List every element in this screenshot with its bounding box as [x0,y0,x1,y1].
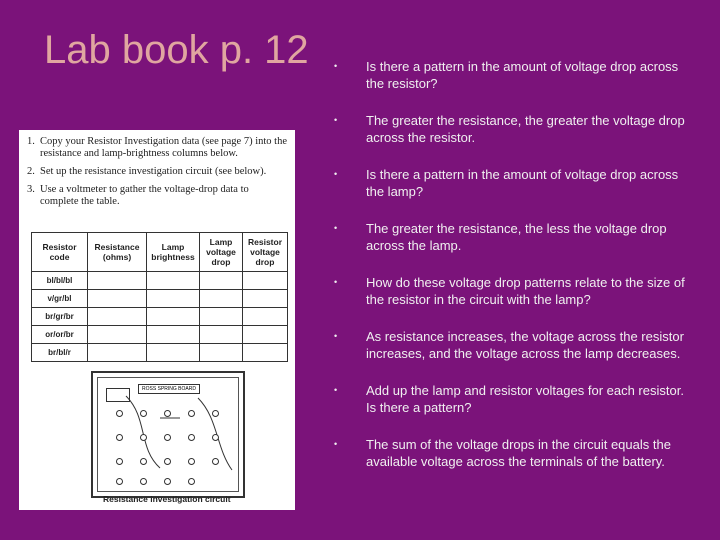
list-item [330,166,690,200]
spring-terminal [188,458,195,465]
column-header: Resistor code [32,233,88,272]
bullet-text: How do these voltage drop patterns relate to the size of the resistor in the circuit with the lamp? [366,275,685,307]
spring-terminal [188,434,195,441]
resistor-code: v/gr/bl [32,290,88,308]
circuit-caption: Resistance investigation circuit [103,494,231,504]
spring-terminal [212,410,219,417]
bullet-icon: • [334,331,338,341]
bullet-text: Is there a pattern in the amount of voltage drop across the lamp? [366,167,679,199]
bullet-text: The sum of the voltage drops in the circuit equals the available voltage across the terminals of the battery. [366,437,671,469]
spring-terminal [140,478,147,485]
bullet-icon: • [334,61,338,71]
spring-terminal [116,458,123,465]
step-number: 1. [27,136,35,147]
bullet-list [330,58,690,470]
bullet-text: The greater the resistance, the greater the voltage drop across the resistor. [366,113,685,145]
step-number: 3. [27,184,35,195]
column-header: Lamp brightness [147,233,200,272]
step-text: Use a voltmeter to gather the voltage-drop data to complete the table. [40,184,249,207]
bullet-text: Is there a pattern in the amount of voltage drop across the resistor? [366,59,679,91]
spring-terminal [188,410,195,417]
table-row [32,290,288,308]
list-item [330,274,690,308]
step-item [27,136,289,160]
bullet-text: Add up the lamp and resistor voltages for each resistor. Is there a pattern? [366,383,684,415]
step-number: 2. [27,166,35,177]
column-header: Resistance (ohms) [88,233,147,272]
bullet-icon: • [334,277,338,287]
spring-terminal [164,458,171,465]
step-item [27,166,289,178]
resistor-code: bl/bl/bl [32,272,88,290]
spring-terminal [140,434,147,441]
bullet-icon: • [334,385,338,395]
board-frame [97,377,239,492]
step-text: Set up the resistance investigation circuit (see below). [40,166,267,177]
spring-terminal [212,458,219,465]
list-item [330,112,690,146]
bullet-icon: • [334,439,338,449]
spring-terminal [164,410,171,417]
list-item [330,328,690,362]
table-row [32,326,288,344]
bullet-icon: • [334,169,338,179]
table-row [32,344,288,362]
spring-terminal [140,458,147,465]
step-item [27,184,289,208]
list-item [330,58,690,92]
bullet-text: As resistance increases, the voltage across the resistor increases, and the voltage across the lamp decreases. [366,329,684,361]
spring-terminal [140,410,147,417]
column-header: Lamp voltage drop [200,233,243,272]
resistor-code: br/bl/r [32,344,88,362]
circuit-board-diagram [91,371,245,498]
spring-terminal [116,434,123,441]
resistor-table [31,232,288,362]
spring-terminal [164,434,171,441]
bullet-icon: • [334,223,338,233]
list-item [330,220,690,254]
spring-terminal [116,478,123,485]
spring-terminal [212,434,219,441]
spring-terminal [164,478,171,485]
table-row [32,308,288,326]
bullet-icon: • [334,115,338,125]
spring-terminal [188,478,195,485]
resistor-code: or/or/br [32,326,88,344]
spring-terminal [116,410,123,417]
slide-title: Lab book p. 12 [44,28,309,72]
list-item [330,436,690,470]
list-item [330,382,690,416]
board-label: ROSS SPRING BOARD [138,384,200,394]
table-header-row [32,233,288,272]
step-text: Copy your Resistor Investigation data (see page 7) into the resistance and lamp-brightness columns below. [40,136,287,159]
resistor-code: br/gr/br [32,308,88,326]
column-header: Resistor voltage drop [243,233,288,272]
bullet-text: The greater the resistance, the less the voltage drop across the lamp. [366,221,667,253]
worksheet-steps [27,136,289,214]
table-row [32,272,288,290]
worksheet-image [19,130,295,510]
